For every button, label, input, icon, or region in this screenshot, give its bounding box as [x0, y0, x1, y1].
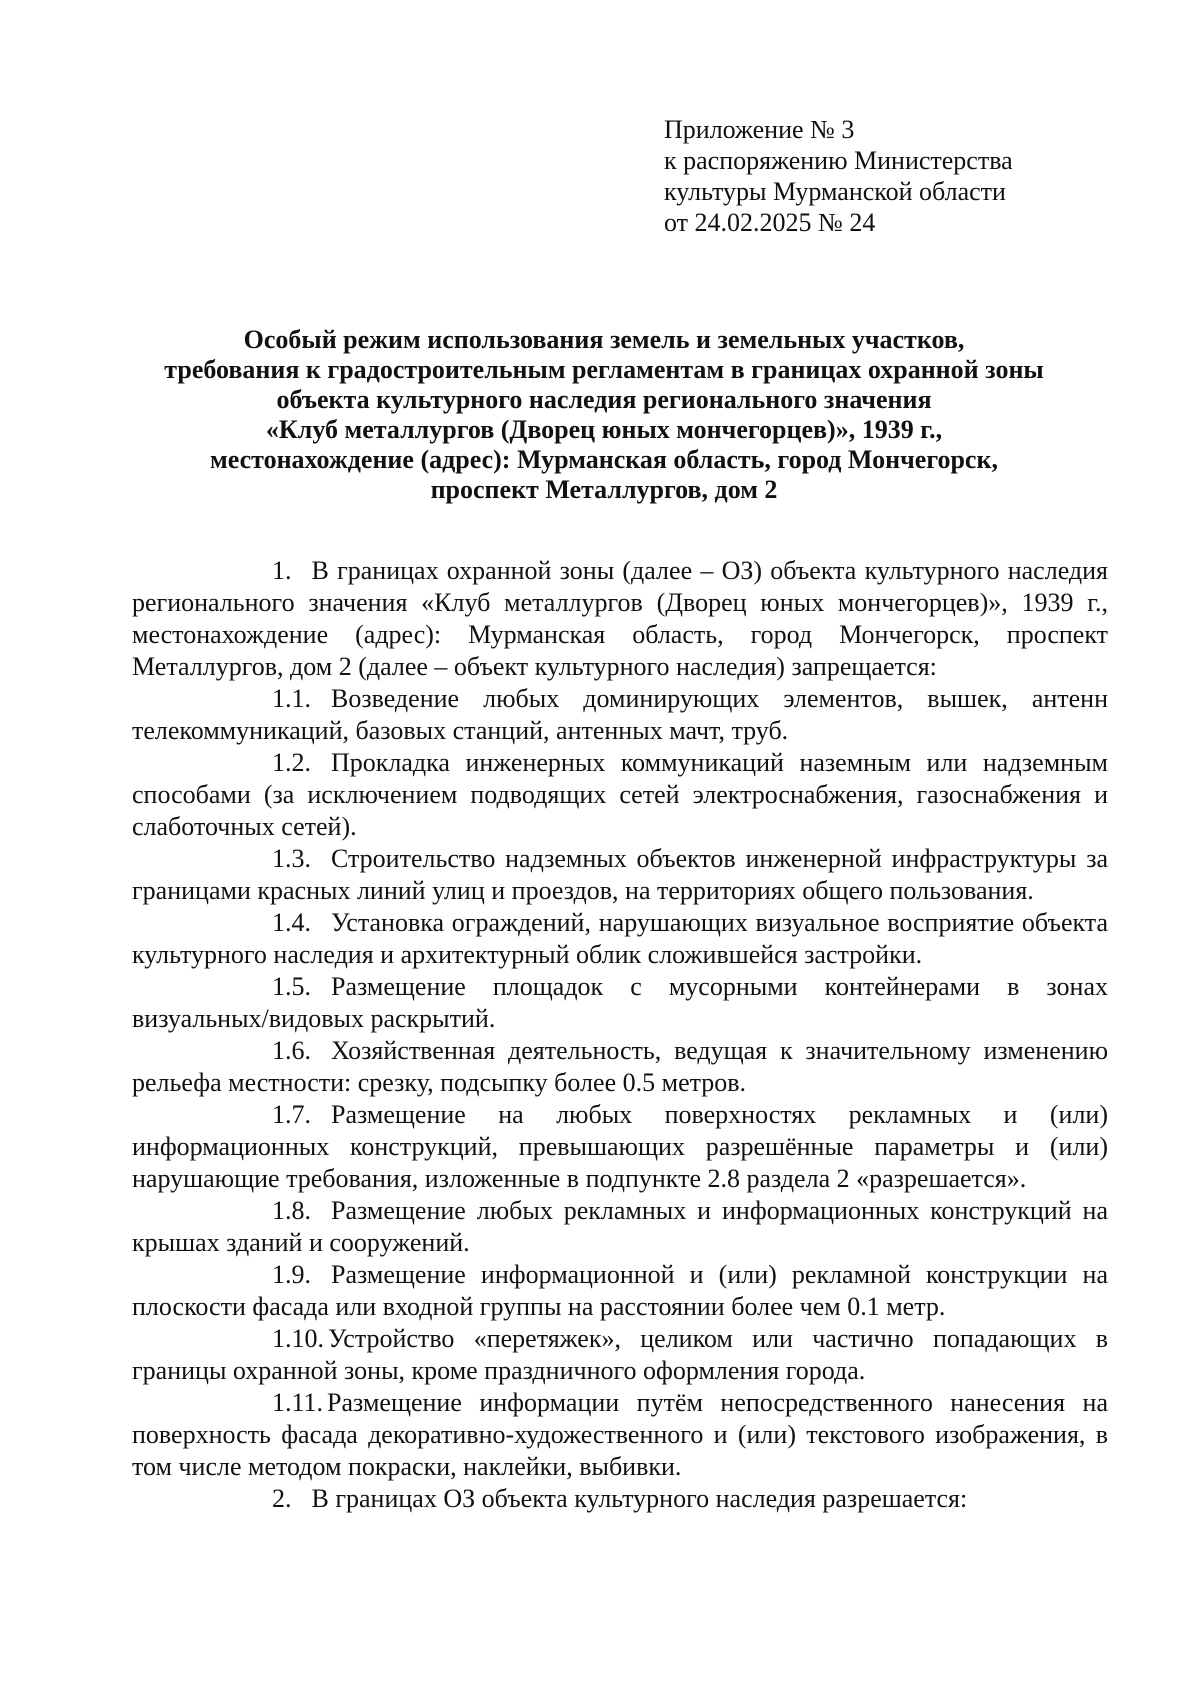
- clause-1-5: [132, 971, 1108, 1035]
- clause-text: Прокладка инженерных коммуникаций наземным или надземным способами (за исключением подводящих сетей электроснабжения, газоснабжения и слаботочных сетей).: [132, 748, 1108, 841]
- clause-number: 1.2.: [272, 748, 311, 777]
- appendix-order-ref: к распоряжению Министерства: [664, 146, 1013, 175]
- clause-1-6: [132, 1035, 1108, 1099]
- appendix-number: Приложение № 3: [664, 115, 855, 144]
- clause-1-9: [132, 1259, 1108, 1323]
- clause-text: Размещение информационной и (или) рекламной конструкции на плоскости фасада или входной группы на расстоянии более чем 0.1 метр.: [132, 1260, 1108, 1321]
- clause-1-1: [132, 683, 1108, 747]
- clause-number: 1.10.: [272, 1324, 324, 1353]
- appendix-block: [664, 114, 1094, 238]
- clause-1-11: [132, 1387, 1108, 1483]
- title-line: проспект Металлургов, дом 2: [430, 475, 778, 504]
- title-line: местонахождение (адрес): Мурманская область, город Мончегорск,: [210, 445, 998, 474]
- clause-1: [132, 555, 1108, 683]
- title-line: Особый режим использования земель и земельных участков,: [243, 325, 965, 354]
- document-body: [132, 555, 1108, 1515]
- clause-number: 1.9.: [272, 1260, 311, 1289]
- title-line: требования к градостроительным регламентам в границах охранной зоны: [164, 355, 1044, 384]
- clause-1-2: [132, 747, 1108, 843]
- clause-1-10: [132, 1323, 1108, 1387]
- clause-1-7: [132, 1099, 1108, 1195]
- clause-1-8: [132, 1195, 1108, 1259]
- clause-number: 1.4.: [272, 908, 311, 937]
- clause-text: Размещение информации путём непосредственного нанесения на поверхность фасада декоративно-художественного и (или) текстового изображения, в том числе методом покраски, наклейки, выбивки.: [132, 1388, 1108, 1481]
- clause-text: Размещение на любых поверхностях рекламных и (или) информационных конструкций, превышающих разрешённые параметры и (или) нарушающие требования, изложенные в подпункте 2.8 раздела 2 «разрешается».: [132, 1100, 1108, 1193]
- clause-number: 2.: [272, 1484, 292, 1513]
- clause-text: Хозяйственная деятельность, ведущая к значительному изменению рельефа местности: срезку, подсыпку более 0.5 метров.: [132, 1036, 1108, 1097]
- clause-text: Установка ограждений, нарушающих визуальное восприятие объекта культурного наследия и архитектурный облик сложившейся застройки.: [132, 908, 1108, 969]
- clause-2: [132, 1483, 1108, 1515]
- clause-text: Устройство «перетяжек», целиком или частично попадающих в границы охранной зоны, кроме праздничного оформления города.: [132, 1324, 1108, 1385]
- clause-number: 1.3.: [272, 844, 311, 873]
- clause-number: 1.8.: [272, 1196, 311, 1225]
- clause-number: 1.6.: [272, 1036, 311, 1065]
- document-title: [128, 325, 1080, 505]
- clause-text: Строительство надземных объектов инженерной инфраструктуры за границами красных линий улиц и проездов, на территориях общего пользования.: [132, 844, 1108, 905]
- appendix-ministry: культуры Мурманской области: [664, 177, 1006, 206]
- clause-text: В границах охранной зоны (далее – ОЗ) объекта культурного наследия регионального значения «Клуб металлургов (Дворец юных мончегорцев)», 1939 г., местонахождение (адрес): Мурманская область, город Мончегорск, проспект Металлургов, дом 2 (далее – объект культурного наследия) запрещается:: [132, 556, 1108, 681]
- clause-text: В границах ОЗ объекта культурного наследия разрешается:: [311, 1484, 968, 1513]
- clause-text: Размещение площадок с мусорными контейнерами в зонах визуальных/видовых раскрытий.: [132, 972, 1108, 1033]
- clause-1-4: [132, 907, 1108, 971]
- clause-number: 1.5.: [272, 972, 311, 1001]
- title-line: объекта культурного наследия регионального значения: [276, 385, 932, 414]
- title-line: «Клуб металлургов (Дворец юных мончегорцев)», 1939 г.,: [265, 415, 943, 444]
- clause-text: Возведение любых доминирующих элементов, вышек, антенн телекоммуникаций, базовых станций, антенных мачт, труб.: [132, 684, 1108, 745]
- clause-1-3: [132, 843, 1108, 907]
- clause-number: 1.7.: [272, 1100, 311, 1129]
- clause-number: 1.1.: [272, 684, 311, 713]
- clause-number: 1.11.: [272, 1388, 324, 1417]
- appendix-date-number: от 24.02.2025 № 24: [664, 208, 876, 237]
- clause-number: 1.: [272, 556, 292, 585]
- clause-text: Размещение любых рекламных и информационных конструкций на крышах зданий и сооружений.: [132, 1196, 1108, 1257]
